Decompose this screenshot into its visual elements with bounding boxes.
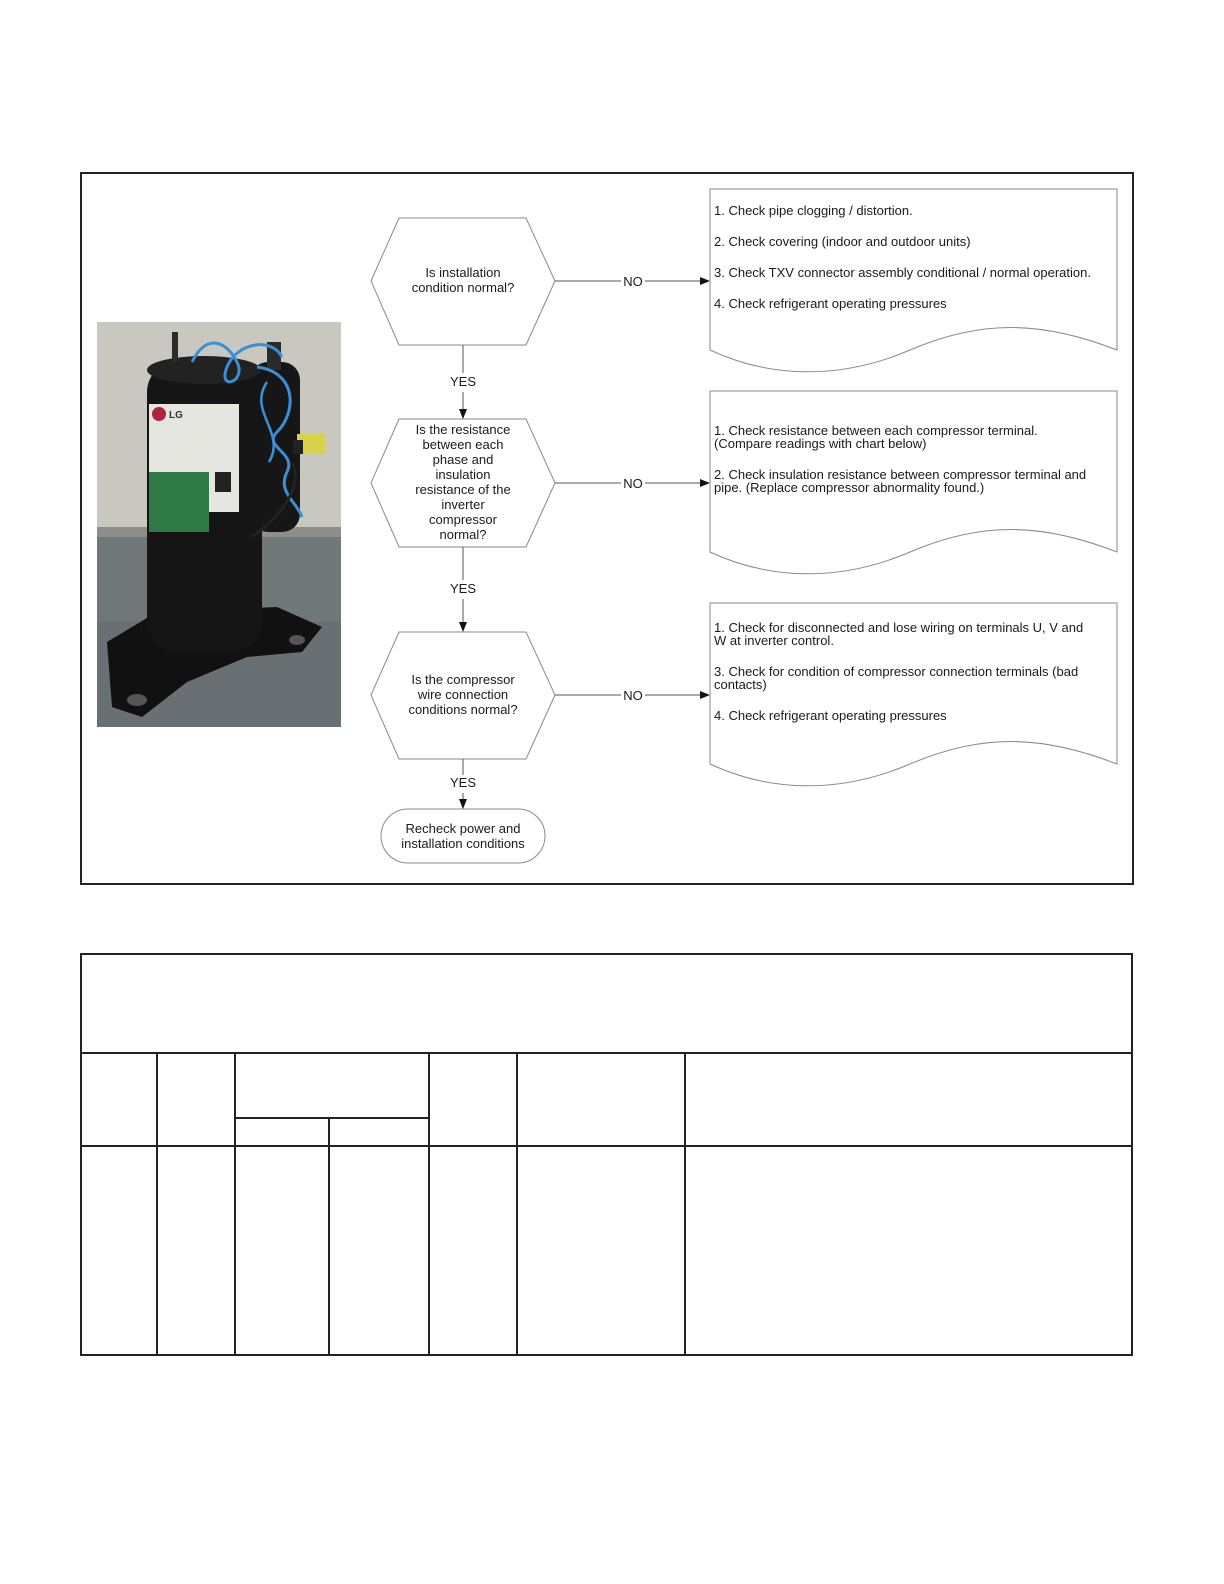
decision-installation-line-1: Is installation xyxy=(425,265,501,280)
decision-resistance-line-1: Is the resistance xyxy=(415,422,511,437)
yes-label-1: YES xyxy=(449,374,477,389)
note-1 xyxy=(714,204,1114,310)
decision-wire-line-2: wire connection xyxy=(417,687,509,702)
decision-resistance-line-5: resistance of the xyxy=(415,482,511,497)
note-2-item-1a: 1. Check resistance between each compressor terminal. xyxy=(714,423,1038,438)
note-3-item-2b: contacts) xyxy=(714,677,767,692)
no-connector-1 xyxy=(555,274,709,289)
note-3-item-1b: W at inverter control. xyxy=(714,633,834,648)
no-label-2: NO xyxy=(623,476,643,491)
decision-resistance-line-8: normal? xyxy=(439,527,487,542)
note-3-item-3: 4. Check refrigerant operating pressures xyxy=(714,708,947,723)
yes-label-2: YES xyxy=(449,581,477,596)
note-1-item-1: 1. Check pipe clogging / distortion. xyxy=(714,203,913,218)
table-col-divider-2 xyxy=(234,1052,236,1354)
table-subheader-divider xyxy=(234,1117,428,1119)
decision-resistance-line-3: phase and xyxy=(432,452,494,467)
decision-resistance-line-4: insulation xyxy=(435,467,491,482)
note-1-item-3: 3. Check TXV connector assembly conditional / normal operation. xyxy=(714,265,1091,280)
decision-installation-line-2: condition normal? xyxy=(411,280,515,295)
note-2-item-2a: 2. Check insulation resistance between compressor terminal and xyxy=(714,467,1087,482)
note-2 xyxy=(714,424,1114,494)
table-body-divider xyxy=(82,1145,1131,1147)
yes-connector-1 xyxy=(450,345,476,418)
table-col-divider-4 xyxy=(428,1052,430,1354)
table-col-divider-5 xyxy=(516,1052,518,1354)
table-col-divider-6 xyxy=(684,1052,686,1354)
table-col-divider-1 xyxy=(156,1052,158,1354)
note-1-item-4: 4. Check refrigerant operating pressures xyxy=(714,296,947,311)
note-3 xyxy=(714,621,1114,722)
table-col-divider-3 xyxy=(328,1117,330,1354)
table-header-divider xyxy=(82,1052,1131,1054)
yes-label-3: YES xyxy=(449,775,477,790)
note-3-item-2a: 3. Check for condition of compressor connection terminals (bad xyxy=(714,664,1079,679)
no-connector-3 xyxy=(555,688,709,703)
no-connector-2 xyxy=(555,476,709,491)
decision-resistance xyxy=(371,419,555,547)
decision-resistance-line-7: compressor xyxy=(429,512,497,527)
decision-resistance-line-2: between each xyxy=(422,437,504,452)
note-2-item-2b: pipe. (Replace compressor abnormality found.) xyxy=(714,480,985,495)
note-2-item-1b: (Compare readings with chart below) xyxy=(714,436,927,451)
terminal-recheck xyxy=(381,809,545,863)
terminal-line-1: Recheck power and xyxy=(405,821,521,836)
decision-resistance-line-6: inverter xyxy=(441,497,485,512)
note-3-item-1a: 1. Check for disconnected and lose wiring on terminals U, V and xyxy=(714,620,1084,635)
terminal-line-2: installation conditions xyxy=(401,836,525,851)
spec-table xyxy=(80,953,1133,1356)
decision-wire-line-3: conditions normal? xyxy=(408,702,518,717)
yes-connector-3 xyxy=(450,759,476,808)
no-label-3: NO xyxy=(623,688,643,703)
photo-brand-logo: LG xyxy=(169,410,183,421)
no-label-1: NO xyxy=(623,274,643,289)
decision-wire-line-1: Is the compressor xyxy=(411,672,515,687)
note-1-item-2: 2. Check covering (indoor and outdoor units) xyxy=(714,234,971,249)
yes-connector-2 xyxy=(450,547,476,631)
decision-installation xyxy=(371,218,555,345)
decision-wire xyxy=(371,632,555,759)
